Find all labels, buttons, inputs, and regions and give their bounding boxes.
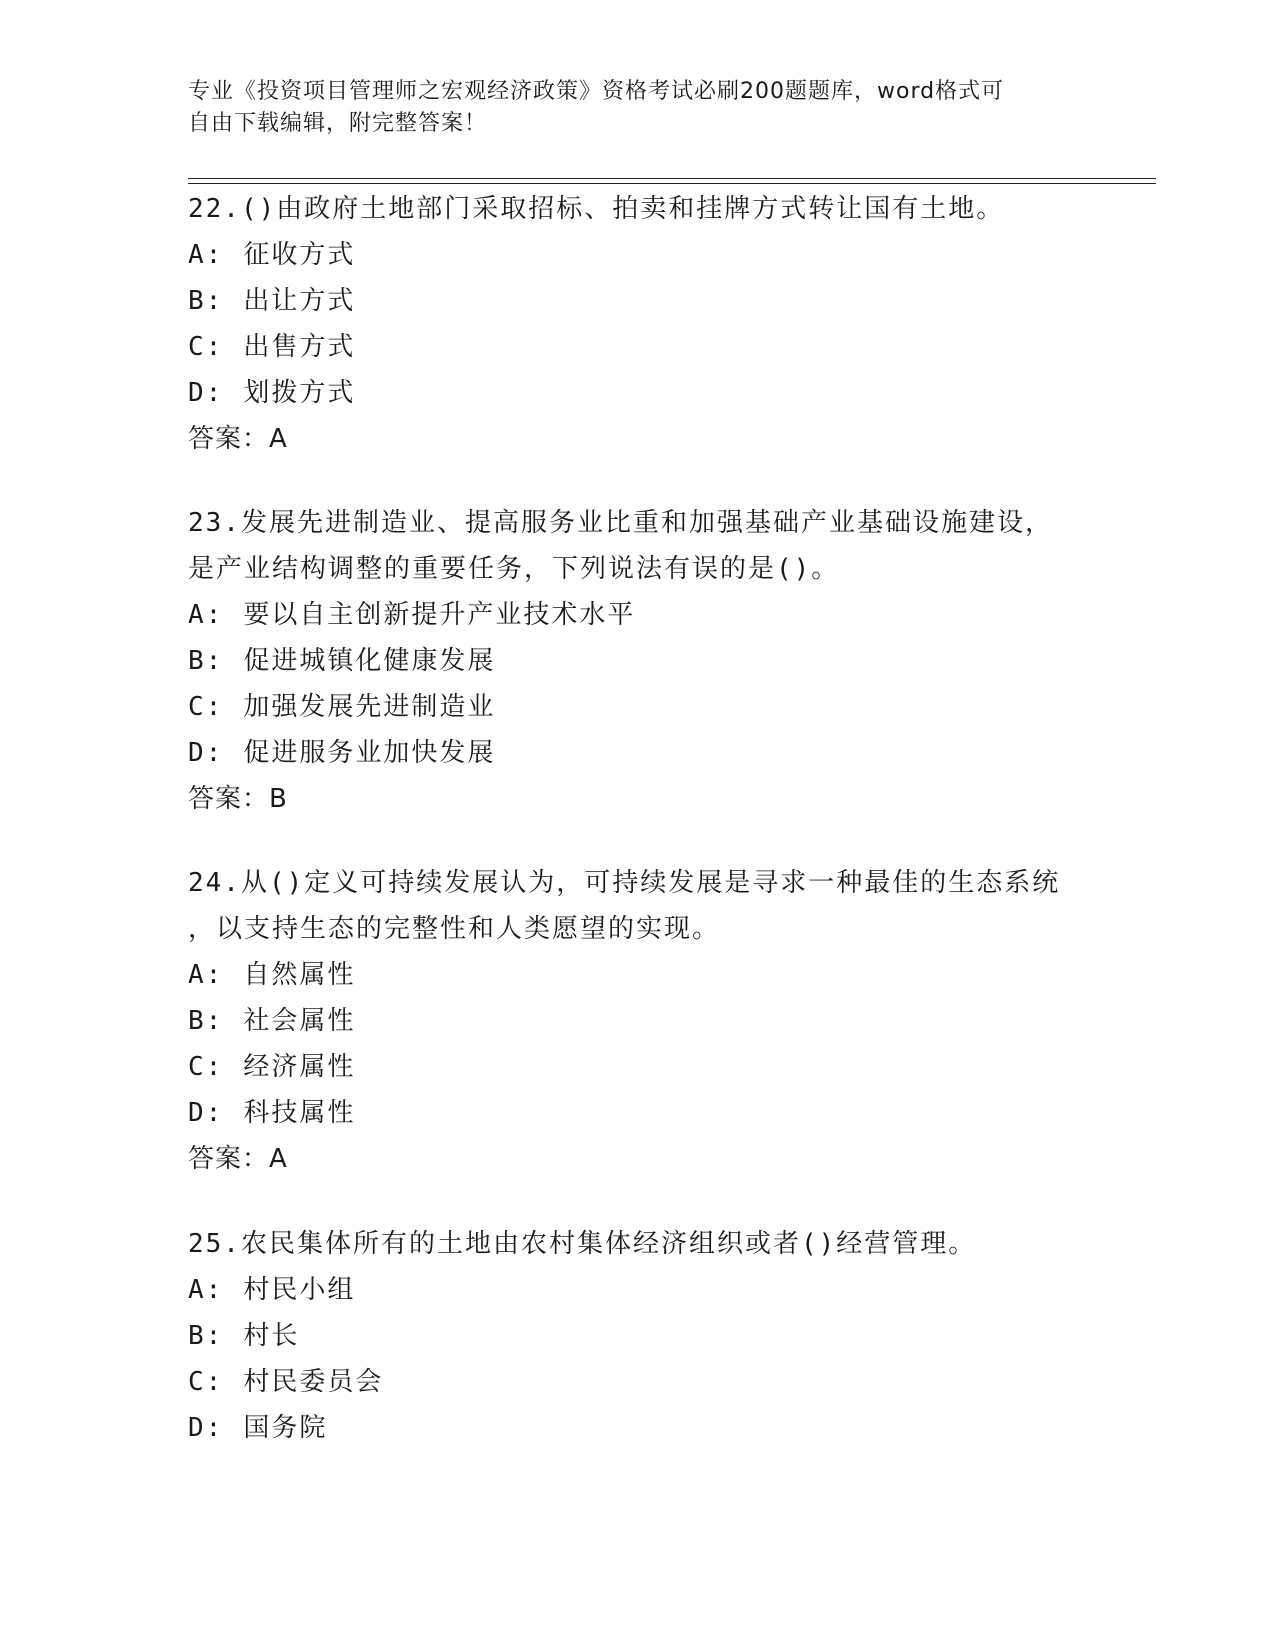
- option-text: 村长: [243, 1321, 300, 1351]
- option-letter: D:: [188, 738, 224, 768]
- option-text: 促进城镇化健康发展: [243, 646, 496, 676]
- header-divider-top: [188, 178, 1156, 179]
- option-letter: B:: [188, 646, 224, 676]
- option-c: [188, 1044, 1108, 1090]
- option-a: [188, 592, 1108, 638]
- header-divider-bottom: [188, 183, 1156, 184]
- option-letter: B:: [188, 286, 224, 316]
- option-letter: D:: [188, 1413, 224, 1443]
- option-letter: B:: [188, 1006, 224, 1036]
- option-c: [188, 684, 1108, 730]
- question-25: [188, 1221, 1108, 1451]
- option-text: 划拨方式: [243, 378, 356, 408]
- answer-line: 答案：A: [188, 424, 288, 454]
- question-text: 22.()由政府土地部门采取招标、拍卖和挂牌方式转让国有土地。: [188, 194, 1005, 224]
- question-22: [188, 186, 1108, 462]
- option-letter: D:: [188, 378, 224, 408]
- option-text: 加强发展先进制造业: [243, 692, 496, 722]
- option-b: [188, 638, 1108, 684]
- option-text: 村民委员会: [243, 1367, 384, 1397]
- option-text: 国务院: [243, 1413, 328, 1443]
- option-d: [188, 1405, 1108, 1451]
- option-d: [188, 1090, 1108, 1136]
- option-letter: A:: [188, 1275, 224, 1305]
- answer-line: 答案：A: [188, 1144, 288, 1174]
- question-text: 24.从()定义可持续发展认为，可持续发展是寻求一种最佳的生态系统: [188, 868, 1061, 898]
- option-letter: C:: [188, 1052, 224, 1082]
- question-text-continued: ，以支持生态的完整性和人类愿望的实现。: [188, 914, 721, 944]
- option-d: [188, 730, 1108, 776]
- question-text: 23.发展先进制造业、提高服务业比重和加强基础产业基础设施建设，: [188, 508, 1053, 538]
- option-text: 出让方式: [243, 286, 356, 316]
- header-line-1: 专业《投资项目管理师之宏观经济政策》资格考试必刷200题题库，word格式可: [188, 79, 1005, 104]
- question-23: [188, 500, 1108, 822]
- option-b: [188, 1313, 1108, 1359]
- option-text: 要以自主创新提升产业技术水平: [243, 600, 636, 630]
- option-b: [188, 278, 1108, 324]
- option-d: [188, 370, 1108, 416]
- option-letter: C:: [188, 1367, 224, 1397]
- option-letter: A:: [188, 240, 224, 270]
- question-24: [188, 860, 1108, 1182]
- option-a: [188, 1267, 1108, 1313]
- question-text-continued: 是产业结构调整的重要任务，下列说法有误的是()。: [188, 554, 840, 584]
- option-a: [188, 952, 1108, 998]
- option-b: [188, 998, 1108, 1044]
- option-text: 经济属性: [243, 1052, 356, 1082]
- option-a: [188, 232, 1108, 278]
- document-header: [188, 76, 1088, 140]
- option-text: 自然属性: [243, 960, 356, 990]
- option-text: 征收方式: [243, 240, 356, 270]
- question-text: 25.农民集体所有的土地由农村集体经济组织或者()经营管理。: [188, 1229, 977, 1259]
- option-c: [188, 324, 1108, 370]
- answer-line: 答案：B: [188, 784, 288, 814]
- option-letter: C:: [188, 692, 224, 722]
- option-text: 村民小组: [243, 1275, 356, 1305]
- option-letter: A:: [188, 960, 224, 990]
- option-text: 出售方式: [243, 332, 356, 362]
- option-text: 社会属性: [243, 1006, 356, 1036]
- option-letter: D:: [188, 1098, 224, 1128]
- option-text: 促进服务业加快发展: [243, 738, 496, 768]
- option-letter: B:: [188, 1321, 224, 1351]
- header-line-2: 自由下载编辑，附完整答案！: [188, 111, 488, 136]
- option-letter: C:: [188, 332, 224, 362]
- option-text: 科技属性: [243, 1098, 356, 1128]
- option-c: [188, 1359, 1108, 1405]
- option-letter: A:: [188, 600, 224, 630]
